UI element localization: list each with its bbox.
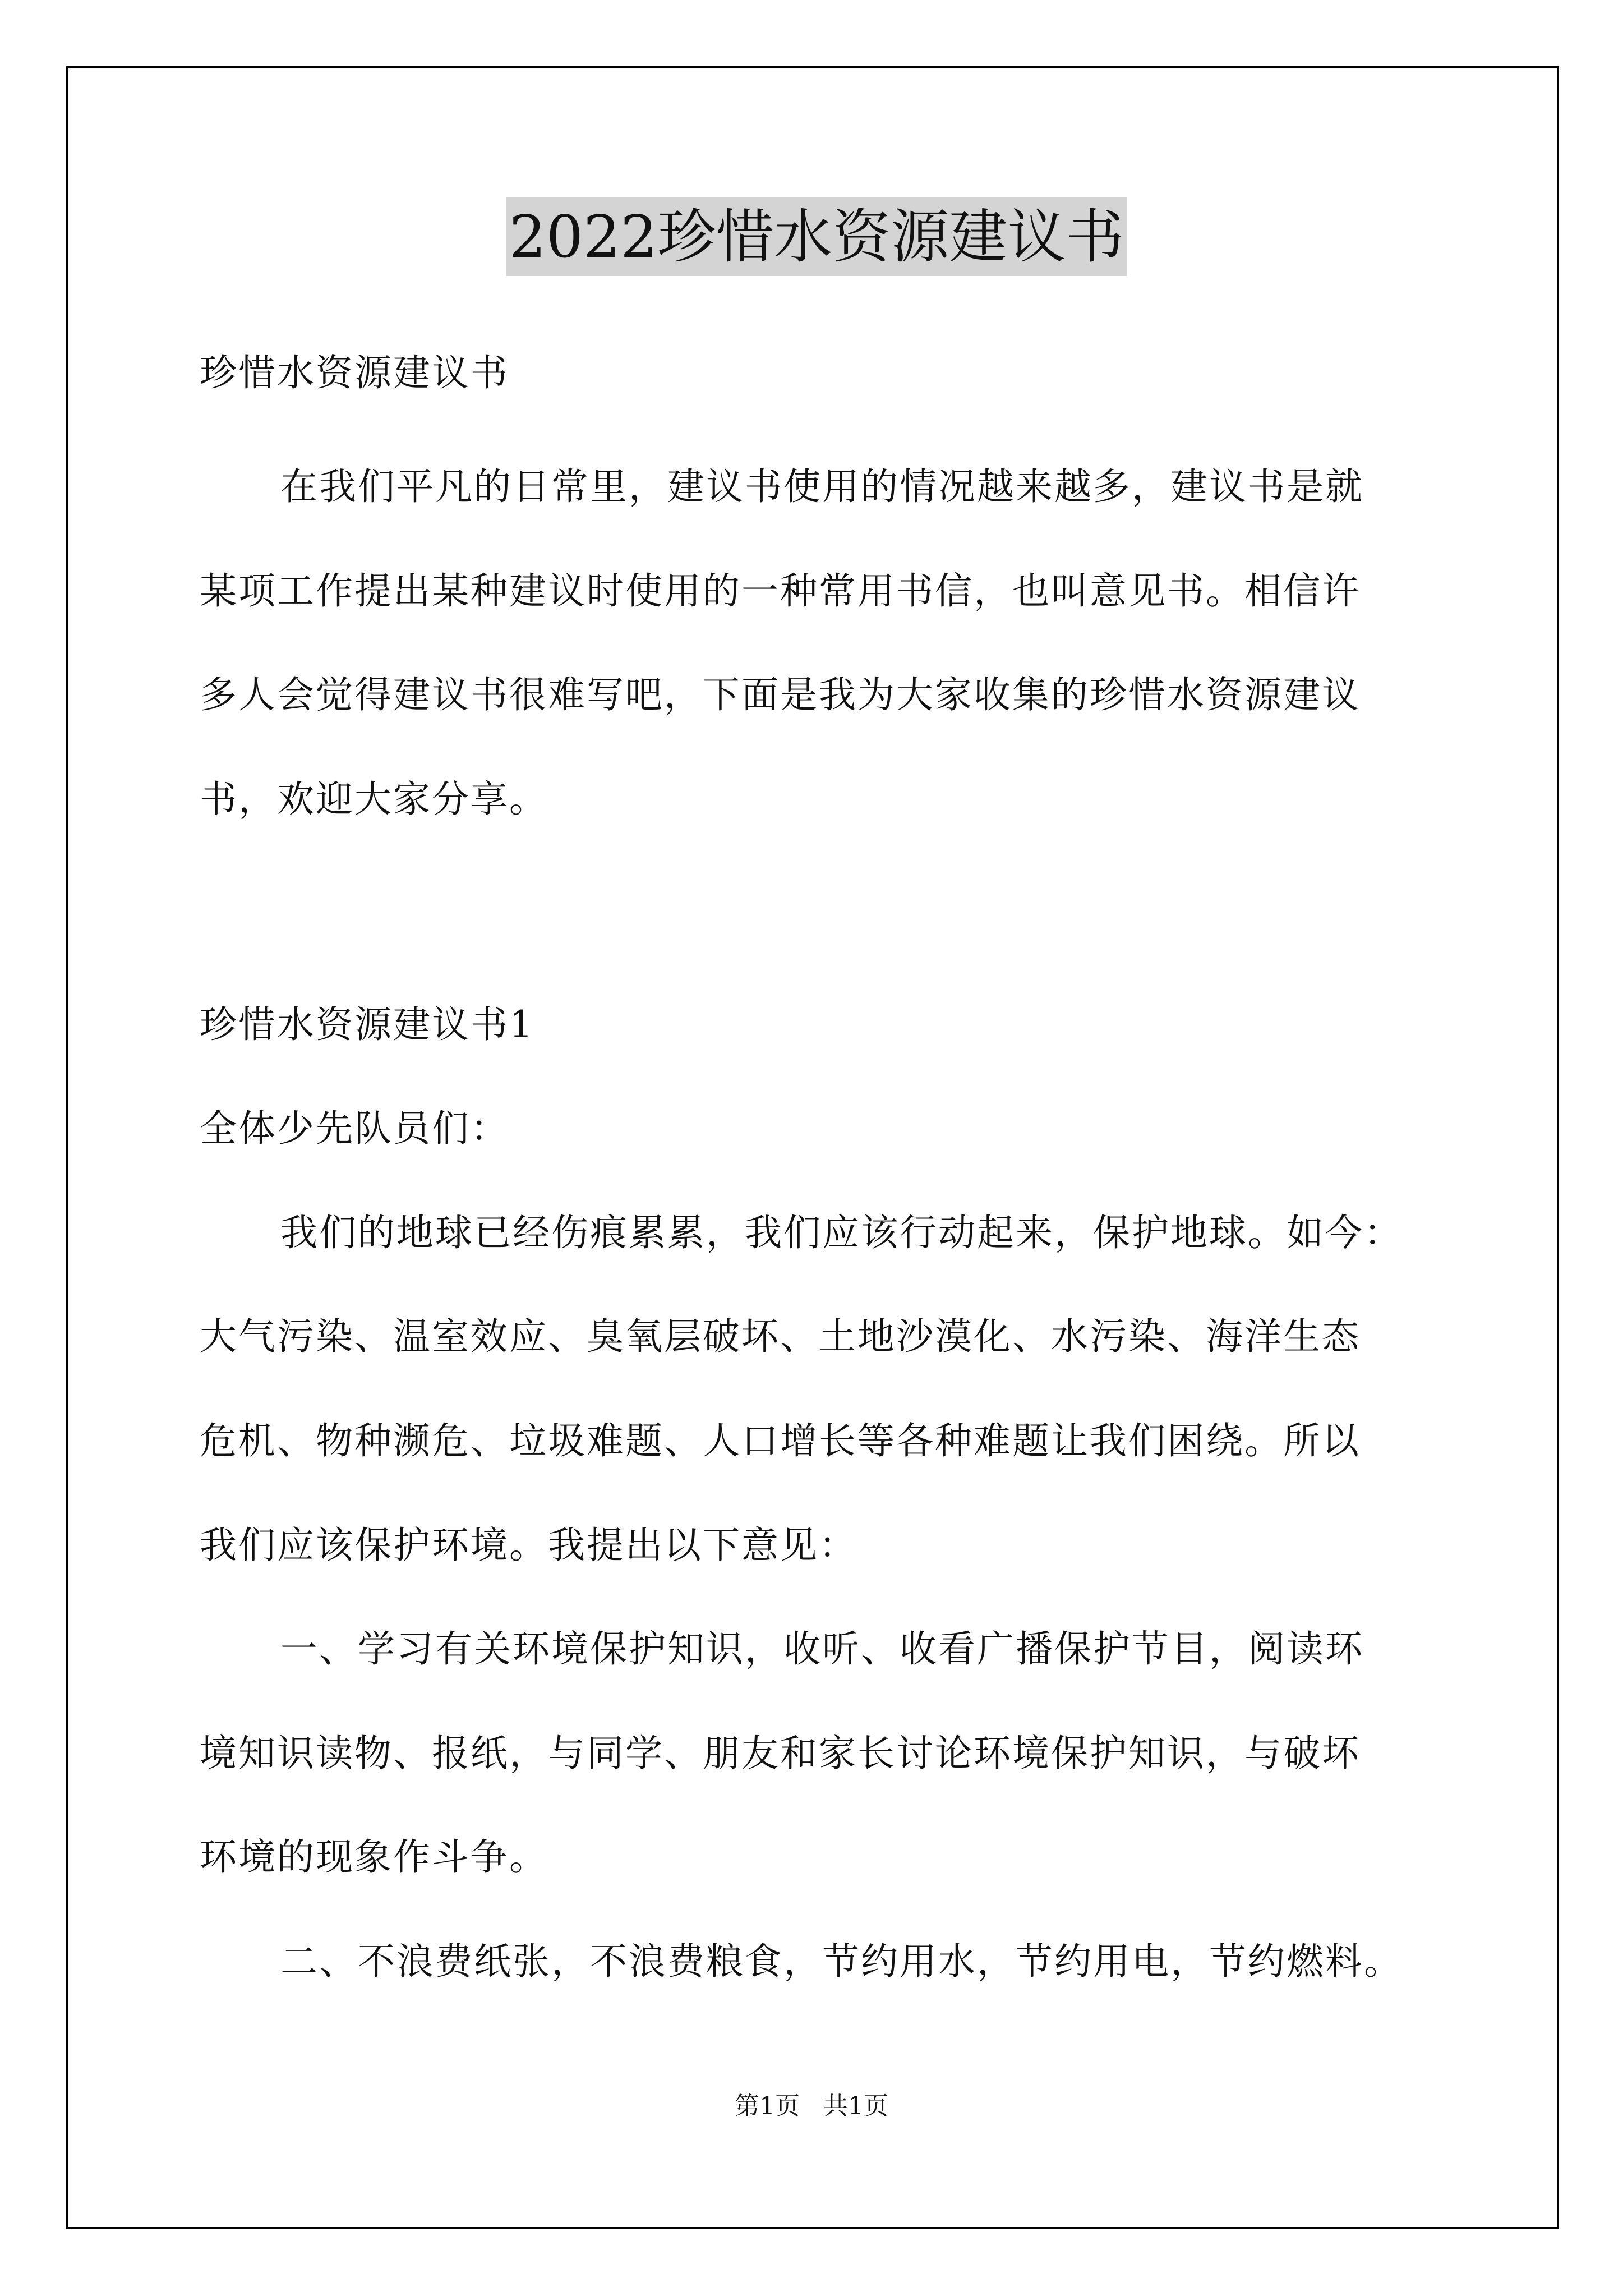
paragraph-line: 在我们平凡的日常里，建议书使用的情况越来越多，建议书是就 <box>280 465 1364 508</box>
paragraph-line: 一、学习有关环境保护知识，收听、收看广播保护节目，阅读环 <box>280 1627 1364 1671</box>
paragraph-line: 书，欢迎大家分享。 <box>200 777 548 821</box>
paragraph-line: 环境的现象作斗争。 <box>200 1835 548 1879</box>
page-footer: 第1页 共1页 <box>735 2092 888 2120</box>
paragraph-line: 多人会觉得建议书很难写吧，下面是我为大家收集的珍惜水资源建议 <box>200 673 1361 716</box>
section-heading: 珍惜水资源建议书1 <box>200 1003 534 1046</box>
paragraph-line: 境知识读物、报纸，与同学、朋友和家长讨论环境保护知识，与破坏 <box>200 1732 1361 1775</box>
paragraph-line: 危机、物种濒危、垃圾难题、人口增长等各种难题让我们困绕。所以 <box>200 1419 1361 1462</box>
paragraph-line: 我们应该保护环境。我提出以下意见： <box>200 1524 857 1567</box>
paragraph-line: 某项工作提出某种建议时使用的一种常用书信，也叫意见书。相信许 <box>200 569 1361 613</box>
paragraph-line: 大气污染、温室效应、臭氧层破坏、土地沙漠化、水污染、海洋生态 <box>200 1315 1361 1358</box>
document-title: 2022珍惜水资源建议书 <box>506 197 1127 276</box>
subtitle-line: 珍惜水资源建议书 <box>200 351 509 394</box>
paragraph-line: 二、不浪费纸张，不浪费粮食，节约用水，节约用电，节约燃料。 <box>280 1940 1403 1983</box>
salutation-line: 全体少先队员们： <box>200 1107 509 1150</box>
paragraph-line: 我们的地球已经伤痕累累，我们应该行动起来，保护地球。如今： <box>280 1211 1403 1254</box>
